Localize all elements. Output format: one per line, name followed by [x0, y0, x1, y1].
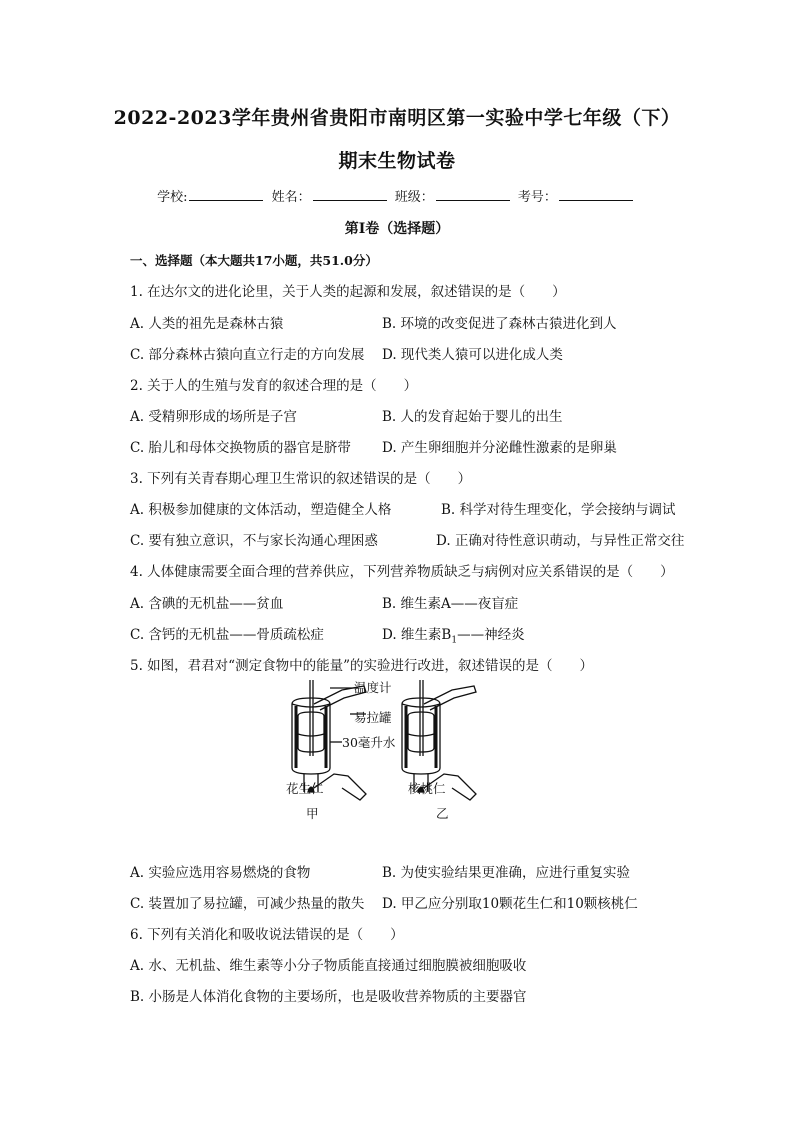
- class-label: 班级：: [394, 190, 434, 205]
- option-c[interactable]: C. 含钙的无机盐——骨质疏松症: [130, 627, 324, 643]
- option-b[interactable]: B. 小肠是人体消化食物的主要场所，也是吸收营养物质的主要器官: [130, 989, 527, 1005]
- label-jia: 甲: [306, 806, 319, 821]
- school-blank[interactable]: [189, 188, 263, 201]
- option-b[interactable]: B. 维生素A——夜盲症: [382, 596, 519, 612]
- question-stem: 4. 人体健康需要全面合理的营养供应，下列营养物质缺乏与病例对应关系错误的是（ ）: [130, 564, 674, 580]
- option-c[interactable]: C. 要有独立意识，不与家长沟通心理困惑: [130, 533, 378, 549]
- label-walnut: 核桃仁: [408, 781, 446, 796]
- exam-title-line1: 2022-2023学年贵州省贵阳市南明区第一实验中学七年级（下）: [113, 107, 681, 129]
- option-d[interactable]: [382, 623, 525, 646]
- option-c[interactable]: C. 部分森林古猿向直立行走的方向发展: [130, 347, 365, 363]
- name-blank[interactable]: [313, 188, 387, 201]
- class-blank[interactable]: [436, 188, 510, 201]
- option-d[interactable]: D. 产生卵细胞并分泌雌性激素的是卵巢: [382, 440, 617, 456]
- option-a[interactable]: A. 实验应选用容易燃烧的食物: [130, 865, 311, 881]
- student-info-line: [0, 186, 794, 205]
- option-d-text: D. 维生素B: [382, 627, 452, 643]
- option-d[interactable]: D. 正确对待性意识萌动，与异性正常交往: [436, 533, 685, 549]
- option-b[interactable]: B. 科学对待生理变化，学会接纳与调试: [441, 502, 676, 518]
- question-stem: 3. 下列有关青春期心理卫生常识的叙述错误的是（ ）: [130, 471, 472, 487]
- question-stem: 5. 如图，君君对“测定食物中的能量”的实验进行改进，叙述错误的是（ ）: [130, 658, 593, 674]
- exam-title-line2: 期末生物试卷: [338, 150, 456, 172]
- name-label: 姓名：: [271, 190, 311, 205]
- option-d[interactable]: D. 甲乙应分别取10颗花生仁和10颗核桃仁: [382, 896, 638, 912]
- question-stem: 1. 在达尔文的进化论里，关于人类的起源和发展，叙述错误的是（ ）: [130, 284, 566, 300]
- option-b[interactable]: B. 环境的改变促进了森林古猿进化到人: [382, 316, 617, 332]
- label-water: 30毫升水: [342, 735, 396, 750]
- section-title: 一、选择题（本大题共17小题，共51.0分）: [130, 253, 378, 268]
- experiment-figure: [270, 676, 510, 826]
- label-thermometer: 温度计: [354, 680, 392, 695]
- question-stem: 2. 关于人的生殖与发育的叙述合理的是（ ）: [130, 378, 418, 394]
- exam-no-label: 考号：: [517, 190, 557, 205]
- part-title: 第Ⅰ卷（选择题）: [344, 221, 450, 237]
- option-a[interactable]: A. 含碘的无机盐——贫血: [130, 596, 284, 612]
- label-can: 易拉罐: [354, 710, 392, 725]
- option-c[interactable]: C. 胎儿和母体交换物质的器官是脐带: [130, 440, 351, 456]
- exam-no-blank[interactable]: [559, 188, 633, 201]
- school-label: 学校:: [157, 190, 188, 205]
- subscript: 1: [451, 635, 458, 646]
- option-b[interactable]: B. 人的发育起始于婴儿的出生: [382, 409, 563, 425]
- option-c[interactable]: C. 装置加了易拉罐，可减少热量的散失: [130, 896, 365, 912]
- option-a[interactable]: A. 人类的祖先是森林古猿: [130, 316, 284, 332]
- option-b[interactable]: B. 为使实验结果更准确，应进行重复实验: [382, 865, 631, 881]
- option-d-suffix: ——神经炎: [457, 627, 525, 643]
- question-stem: 6. 下列有关消化和吸收说法错误的是（ ）: [130, 927, 404, 943]
- label-peanut: 花生仁: [286, 781, 324, 796]
- label-yi: 乙: [436, 806, 449, 821]
- option-d[interactable]: D. 现代类人猿可以进化成人类: [382, 347, 563, 363]
- option-a[interactable]: A. 水、无机盐、维生素等小分子物质能直接通过细胞膜被细胞吸收: [130, 958, 527, 974]
- option-a[interactable]: A. 受精卵形成的场所是子宫: [130, 409, 297, 425]
- option-a[interactable]: A. 积极参加健康的文体活动，塑造健全人格: [130, 502, 392, 518]
